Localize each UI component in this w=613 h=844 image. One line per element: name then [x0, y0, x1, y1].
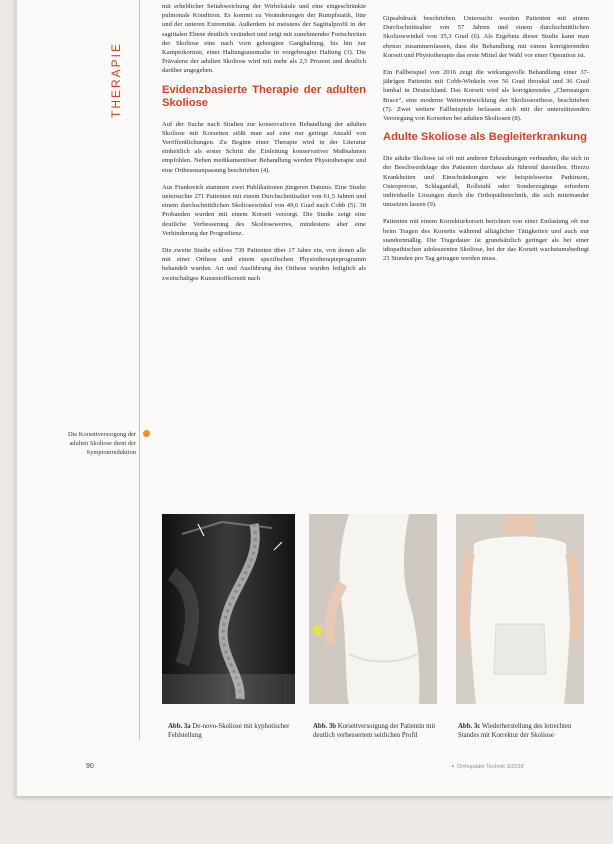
- section-heading-evidenz: Evidenzbasierte Therapie der adulten Skoliose: [162, 83, 366, 109]
- column-divider: [139, 0, 140, 740]
- paragraph: Die adulte Skoliose ist oft mit anderen Erkrankungen verbunden, die sich in der Beschwerdelage des Patienten durchaus als führend darstellen. Hierzu Krankheiten und Einschränkungen wie beispielsweise Parkinson, Osteoporose, Schlaganfall, Rollstuhl oder Sonderzugänge erfordern individuelle Lösungen durch die Orthopädietechnik, die sich miteinander umsetzen lassen (9).: [383, 155, 589, 209]
- paragraph: Auf der Suche nach Studien zur konservativen Behandlung der adulten Skoliose mit Korsetten stößt man auf eine nur geringe Anzahl von Veröffentlichungen. Zu Beginn einer Therapie wird in der Literatur einheitlich als erster Schritt die Einleitung konservativer Maßnahmen empfohlen. Neben medikamentöser Behandlung werden Physiotherapie und eine Orthesenanpassung beschrieben (4).: [162, 120, 366, 174]
- figure-caption-text: Wiederherstellung des lotrechten Standes mit Korrektur der Skoliose: [458, 723, 572, 739]
- figure-label: Abb. 3c: [458, 723, 481, 730]
- scan-edge: [14, 0, 17, 796]
- left-column: [162, 2, 366, 291]
- figure-side-profile: [309, 514, 437, 704]
- patient-side-photo: [309, 514, 437, 704]
- paragraph: Die zweite Studie schloss 739 Patienten über 17 Jahre ein, von denen alle mit einer Orthese und einem spezifischen Physiotherapieprogramm behandelt wurden. Art und Ausführung der Orthese wurden lediglich als zweischaliges Kunststoffkorsett nach: [162, 247, 366, 282]
- margin-note: Die Korsettversorgung der adulten Skoliose dient der Symptomreduktion: [67, 431, 136, 456]
- margin-note-bullet-icon: [143, 430, 150, 437]
- figure-caption: [313, 723, 445, 741]
- running-footer: [452, 764, 586, 770]
- figure-label: Abb. 3a: [168, 723, 191, 730]
- figure-label: Abb. 3b: [313, 723, 337, 730]
- paragraph: Ein Fallbeispiel von 2016 zeigt die wirkungsvolle Behandlung einer 37-jährigen Patientin mit Cobb-Winkeln von 56 Grad thorakal und 36 Grad lumbal in Deutschland. Das Korsett wird als korrigierendes „Cheneaugen Brace“, eine moderne Weiterentwicklung der Skolioseorthese, beschrieben (7). Zwei weitere Fallbeispiele befassen sich mit der unterstützenden Versorgung von Korsetten bei adulten Skoliosen (8).: [383, 69, 589, 123]
- figure-caption-text: Korsettversorgung der Patientin mit deutlich verbessertem seitlichen Profil: [313, 723, 436, 739]
- figure-xray: [162, 514, 295, 704]
- page-number: 90: [86, 763, 94, 770]
- paragraph: Patienten mit einem Korrekturkorsett berichten von einer Entlastung oft nur beim Tragen des Korsetts während alltäglicher Tätigkeiten und auch nur standortmäßig. Die Tragedauer ist grundsätzlich geringer als bei einer idiopathischen adoleszenten Skoliose, bei der das Korsett wachstumsbedingt 23 Stunden pro Tag getragen werden muss.: [383, 218, 589, 263]
- paragraph: Aus Frankreich stammen zwei Publikationen jüngeren Datums. Eine Studie untersuchte 271 Patienten mit einem Durchschnittsalter von 61,5 Jahren und einem durchschnittlichen Skoliosewinkel von 49,6 Grad nach Cobb (5). 38 Probanden wurden mit einem Korsett versorgt. Die Studie zeigt eine deutliche Verbesserung des Skoliosewertes, mindestens aber eine Verhinderung der Progredienz.: [162, 183, 366, 237]
- section-tab: THERAPIE: [109, 42, 123, 119]
- figure-caption-text: De-novo-Skoliose mit kyphotischer Fehlstellung: [168, 723, 290, 739]
- footer-text: Orthopädie Technik 3/2018: [456, 764, 524, 770]
- intro-paragraph: mit erheblicher Seitabweichung der Wirbelsäule und eine eingeschränkte pulmonale Kondition. Es kommt zu Veränderungen der Rumpfstatik, litte und der unteren Extremität. Außerdem ist meistens der Sagittalprofil in der sagittalen Ebene deutlich verändert und zeigt mit zunehmender Fortschreiten der Skoliose eine nach vorn gebeugten Ganghaltung, bis hin zur Kamptokormie, einer Haltungsanomalie in vorgebeugter Haltung (3). Die Prävalenz der adulten Skoliose wird mit mehr als 2,5 Prozent und deutlich darüber angegeben.: [162, 3, 366, 75]
- xray-image: [162, 514, 295, 704]
- paragraph: Gipsabdruck beschrieben. Untersucht wurden Patienten mit einem Durchschnittsalter von 57 Jahren und einem durchschnittlichen Skoliosewinkel von 35,3 Grad (6). Als Ergebnis dieser Studie kann man ebenso zusammenfassen, dass die Behandlung mit einem korrigierenden Korsett und Physiotherapie das erste Mittel der Wahl vor einer Operation ist.: [383, 15, 589, 59]
- figure-caption: [168, 723, 298, 741]
- right-column: [383, 14, 589, 271]
- footer-mark-icon: ▪: [452, 764, 454, 770]
- section-heading-begleit: Adulte Skoliose als Begleiterkrankung: [383, 131, 587, 144]
- patient-back-photo: [456, 514, 584, 704]
- figure-caption: [458, 723, 588, 741]
- figure-back-view: [456, 514, 584, 704]
